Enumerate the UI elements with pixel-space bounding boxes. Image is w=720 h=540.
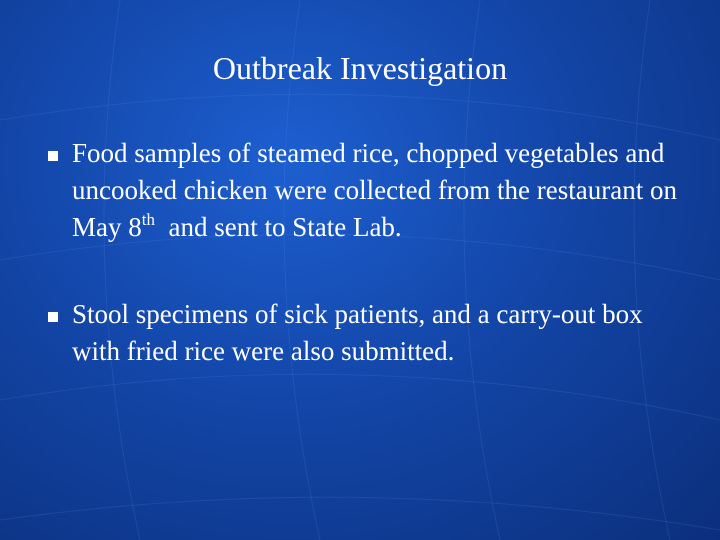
bullet-square-icon [48,312,58,322]
bullet-list [48,135,688,370]
bullet-square-icon [48,151,58,161]
bullet-item-food-samples [48,135,688,246]
slide-title: Outbreak Investigation [212,50,508,86]
bullet-item-stool-specimens [48,296,688,370]
bullet-text-part2: and sent to State Lab. [154,212,402,242]
bullet-text-part1: Food samples of steamed rice, chopped vegetables and uncooked chicken were collected from the restaurant on May 8 [72,138,677,242]
ordinal-superscript: th [141,210,155,229]
bullet-text: Stool specimens of sick patients, and a carry-out box with fried rice were also submitted. [72,299,643,366]
